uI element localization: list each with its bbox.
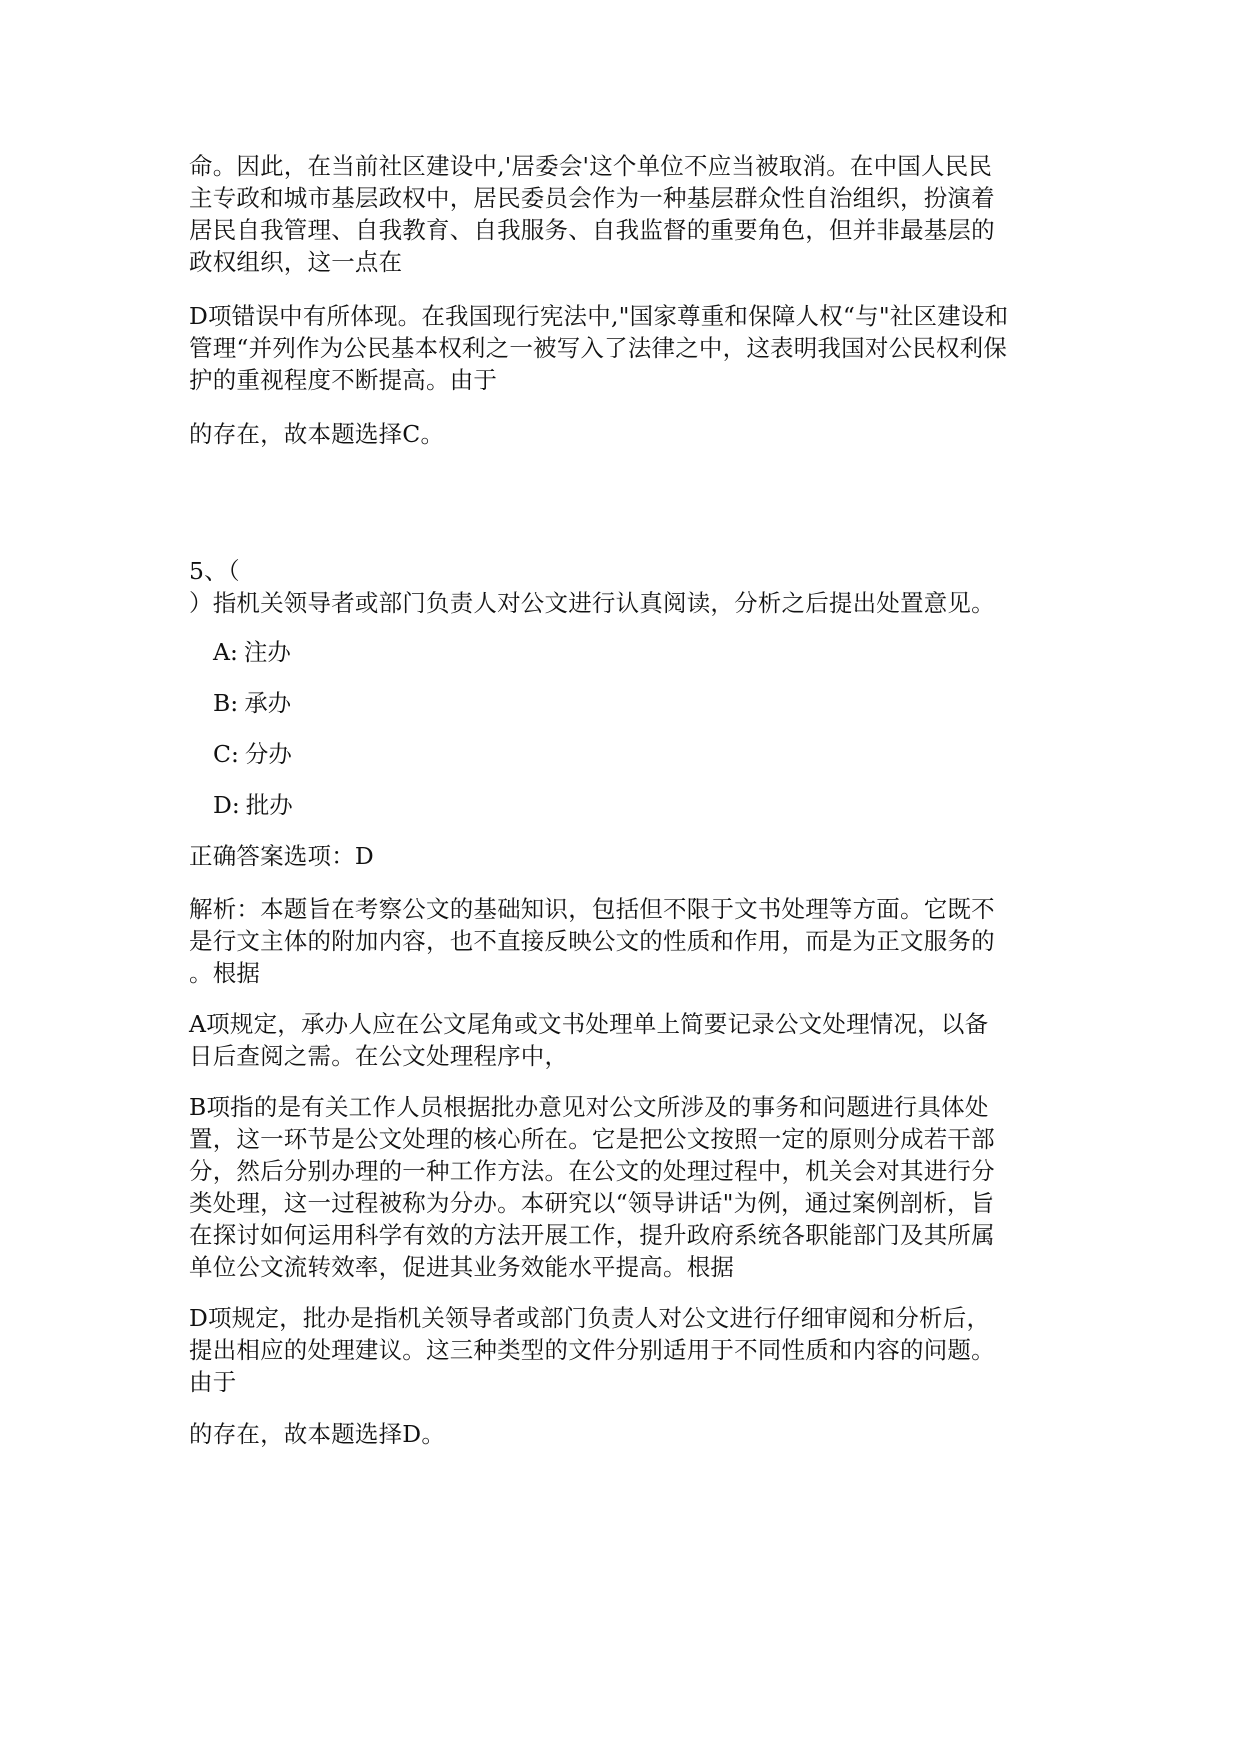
text-line: 分，然后分别办理的一种工作方法。在公文的处理过程中，机关会对其进行分 [189, 1157, 995, 1185]
answer-text: 正确答案选项：D [189, 842, 374, 870]
text-line: 在探讨如何运用科学有效的方法开展工作，提升政府系统各职能部门及其所属 [189, 1221, 995, 1249]
question-text: ）指机关领导者或部门负责人对公文进行认真阅读，分析之后提出处置意见。 [189, 589, 995, 617]
option-d [213, 789, 293, 821]
option-letter: C: [213, 740, 239, 768]
prev-explanation-conclusion [189, 418, 1059, 450]
text-line: A项规定，承办人应在公文尾角或文书处理单上简要记录公文处理情况，以备 [189, 1010, 989, 1038]
text-line: 日后查阅之需。在公文处理程序中， [189, 1042, 569, 1070]
option-text: 注办 [243, 638, 291, 666]
text-line: 类处理，这一过程被称为分办。本研究以“领导讲话"为例，通过案例剖析，旨 [189, 1189, 995, 1217]
text-line: 解析：本题旨在考察公文的基础知识，包括但不限于文书处理等方面。它既不 [189, 895, 995, 923]
text-line: D项错误中有所体现。在我国现行宪法中,"国家尊重和保障人权“与"社区建设和 [189, 302, 1009, 330]
text-line: 的存在，故本题选择D。 [189, 1420, 446, 1448]
option-c [213, 738, 292, 770]
text-line: 居民自我管理、自我教育、自我服务、自我监督的重要角色，但并非最基层的 [189, 216, 995, 244]
question-number: 5、（ [189, 557, 240, 585]
text-line: 提出相应的处理建议。这三种类型的文件分别适用于不同性质和内容的问题。 [189, 1336, 995, 1364]
option-text: 批办 [245, 791, 293, 819]
text-line: 的存在，故本题选择C。 [189, 420, 445, 448]
option-a [213, 636, 291, 668]
text-line: 是行文主体的附加内容，也不直接反映公文的性质和作用，而是为正文服务的 [189, 927, 995, 955]
text-line: 管理“并列作为公民基本权利之一被写入了法律之中，这表明我国对公民权利保 [189, 334, 1008, 362]
text-line: B项指的是有关工作人员根据批办意见对公文所涉及的事务和问题进行具体处 [189, 1093, 989, 1121]
text-line: 由于 [189, 1368, 237, 1396]
option-text: 分办 [244, 740, 292, 768]
text-line: 政权组织，这一点在 [189, 248, 403, 276]
analysis-paragraph-1 [189, 893, 1059, 989]
text-line: 置，这一环节是公文处理的核心所在。它是把公文按照一定的原则分成若干部 [189, 1125, 995, 1153]
option-text: 承办 [244, 689, 292, 717]
correct-answer [189, 840, 1059, 872]
option-letter: A: [213, 638, 238, 666]
analysis-paragraph-3 [189, 1091, 1059, 1283]
text-line: 护的重视程度不断提高。由于 [189, 366, 498, 394]
option-letter: B: [213, 689, 239, 717]
analysis-paragraph-4 [189, 1302, 1059, 1398]
question-5-stem [189, 555, 1059, 619]
prev-explanation-paragraph-2 [189, 300, 1059, 396]
text-line: 。根据 [189, 959, 261, 987]
text-line: 单位公文流转效率，促进其业务效能水平提高。根据 [189, 1253, 735, 1281]
text-line: D项规定，批办是指机关领导者或部门负责人对公文进行仔细审阅和分析后， [189, 1304, 991, 1332]
text-line: 主专政和城市基层政权中，居民委员会作为一种基层群众性自治组织，扮演着 [189, 184, 995, 212]
text-line: 命。因此，在当前社区建设中,'居委会'这个单位不应当被取消。在中国人民民 [189, 152, 993, 180]
analysis-paragraph-2 [189, 1008, 1059, 1072]
prev-explanation-paragraph-1 [189, 150, 1059, 278]
option-b [213, 687, 291, 719]
analysis-conclusion [189, 1418, 1059, 1450]
option-letter: D: [213, 791, 240, 819]
